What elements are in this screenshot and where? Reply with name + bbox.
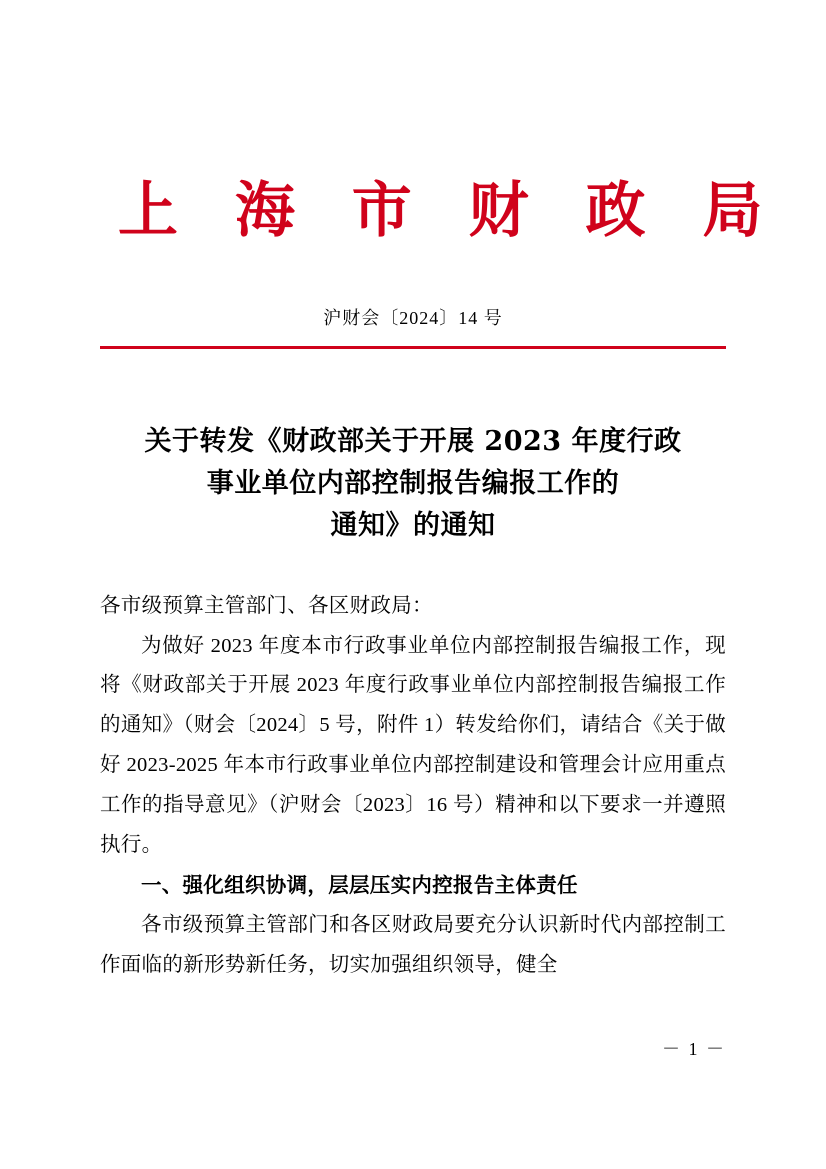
masthead-organization-title: 上 海 市 财 政 局	[118, 176, 781, 246]
document-title	[100, 421, 726, 547]
salutation: 各市级预算主管部门、各区财政局：	[100, 594, 433, 617]
page-number: － 1 －	[662, 1039, 726, 1059]
document-title-line-3: 通知》的通知	[330, 509, 496, 541]
section-heading-1: 一、强化组织协调，层层压实内控报告主体责任	[141, 873, 578, 898]
document-body	[100, 587, 726, 987]
body-paragraph-2: 各市级预算主管部门和各区财政局要充分认识新时代内部控制工作面临的新形势新任务，切实加强组织领导，健全	[100, 914, 726, 977]
document-title-line-2: 事业单位内部控制报告编报工作的	[206, 467, 620, 499]
masthead-red-rule	[100, 346, 726, 349]
document-title-line-1: 关于转发《财政部关于开展 2023 年度行政	[144, 426, 682, 457]
document-number: 沪财会〔2024〕14 号	[323, 308, 503, 328]
body-paragraph-1: 为做好 2023 年度本市行政事业单位内部控制报告编报工作，现将《财政部关于开展 2023 年度行政事业单位内部控制报告编报工作的通知》（财会〔2024〕5 号，附件 1）转发给你们，请结合《关于做好 2023-2025 年本市行政事业单位内部控制建设和管理会计应用重点工作的指导意见》（沪财会〔2023〕16 号）精神和以下要求一并遵照执行。	[100, 634, 726, 857]
